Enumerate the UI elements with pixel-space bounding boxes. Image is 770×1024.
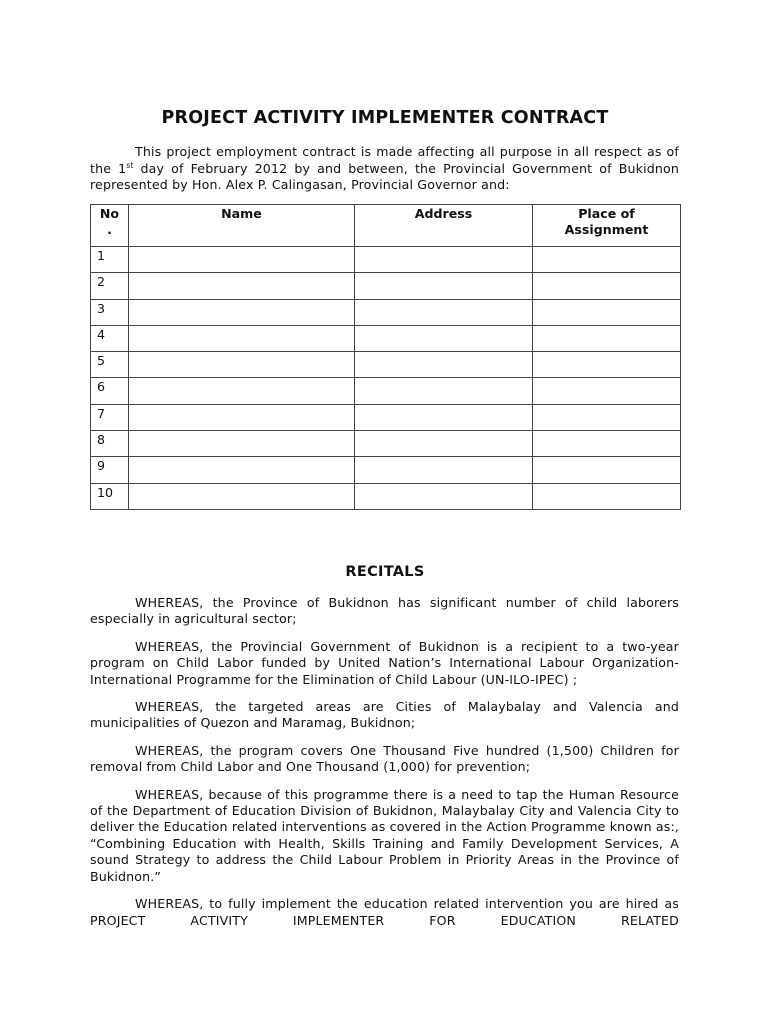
table-row <box>91 457 681 483</box>
table-row <box>91 299 681 325</box>
address-cell <box>355 299 533 325</box>
header-no: No . <box>91 205 129 247</box>
recital-paragraph: WHEREAS, because of this programme there is a need to tap the Human Resource of the Department of Education Division of Bukidnon, Malaybalay City and Valencia City to deliver the Education related interventions as covered in the Action Programme known as:, “Combining Education with Health, Skills Training and Family Development Services, A sound Strategy to address the Child Labour Problem in Priority Areas in the Province of Bukidnon.” <box>90 786 679 884</box>
recital-paragraph: WHEREAS, the Provincial Government of Bukidnon is a recipient to a two-year program on Child Labor funded by United Nation’s International Labour Organization-International Programme for the Elimination of Child Labour (UN-ILO-IPEC) ; <box>90 638 679 687</box>
table-row <box>91 378 681 404</box>
row-number: 7 <box>91 404 129 430</box>
address-cell <box>355 404 533 430</box>
intro-ordinal-suffix: st <box>126 160 134 170</box>
intro-paragraph <box>90 144 679 194</box>
place-cell <box>533 325 681 351</box>
table-row <box>91 352 681 378</box>
place-cell <box>533 247 681 273</box>
header-place-of-assignment: Place of Assignment <box>533 205 681 247</box>
place-cell <box>533 457 681 483</box>
row-number: 3 <box>91 299 129 325</box>
address-cell <box>355 325 533 351</box>
row-number: 10 <box>91 483 129 509</box>
row-number: 9 <box>91 457 129 483</box>
recital-paragraph: WHEREAS, to fully implement the education related intervention you are hired as PROJECT ACTIVITY IMPLEMENTER FOR EDUCATION RELATED <box>90 896 679 928</box>
recitals-section <box>90 595 679 940</box>
name-cell <box>129 483 355 509</box>
intro-text-part2: day of February 2012 by and between, the Provincial Government of Bukidnon represented by Hon. Alex P. Calingasan, Provincial Governor and: <box>90 160 679 192</box>
table-header-row <box>91 205 681 247</box>
address-cell <box>355 247 533 273</box>
place-cell <box>533 299 681 325</box>
header-address: Address <box>355 205 533 247</box>
name-cell <box>129 325 355 351</box>
place-cell <box>533 483 681 509</box>
place-cell <box>533 431 681 457</box>
recital-paragraph: WHEREAS, the targeted areas are Cities of Malaybalay and Valencia and municipalities of Quezon and Maramag, Bukidnon; <box>90 699 679 731</box>
place-cell <box>533 404 681 430</box>
address-cell <box>355 431 533 457</box>
row-number: 8 <box>91 431 129 457</box>
table-row <box>91 431 681 457</box>
name-cell <box>129 352 355 378</box>
address-cell <box>355 352 533 378</box>
row-number: 5 <box>91 352 129 378</box>
intro-text-part1: This project employment contract is made affecting all purpose in all respect as of the 1 <box>90 144 679 176</box>
address-cell <box>355 457 533 483</box>
name-cell <box>129 457 355 483</box>
recitals-heading: RECITALS <box>345 564 425 580</box>
row-number: 2 <box>91 273 129 299</box>
place-cell <box>533 378 681 404</box>
name-cell <box>129 378 355 404</box>
table-row <box>91 273 681 299</box>
place-cell <box>533 352 681 378</box>
table-row <box>91 247 681 273</box>
implementer-table <box>90 204 681 510</box>
recital-paragraph: WHEREAS, the Province of Bukidnon has significant number of child laborers especially in agricultural sector; <box>90 595 679 627</box>
recital-paragraph: WHEREAS, the program covers One Thousand Five hundred (1,500) Children for removal from Child Labor and One Thousand (1,000) for prevention; <box>90 742 679 775</box>
table-row <box>91 325 681 351</box>
name-cell <box>129 273 355 299</box>
place-cell <box>533 273 681 299</box>
address-cell <box>355 483 533 509</box>
address-cell <box>355 273 533 299</box>
document-title: PROJECT ACTIVITY IMPLEMENTER CONTRACT <box>161 108 609 128</box>
header-name: Name <box>129 205 355 247</box>
row-number: 6 <box>91 378 129 404</box>
name-cell <box>129 247 355 273</box>
table-row <box>91 483 681 509</box>
row-number: 1 <box>91 247 129 273</box>
name-cell <box>129 404 355 430</box>
row-number: 4 <box>91 325 129 351</box>
name-cell <box>129 299 355 325</box>
address-cell <box>355 378 533 404</box>
table-row <box>91 404 681 430</box>
name-cell <box>129 431 355 457</box>
